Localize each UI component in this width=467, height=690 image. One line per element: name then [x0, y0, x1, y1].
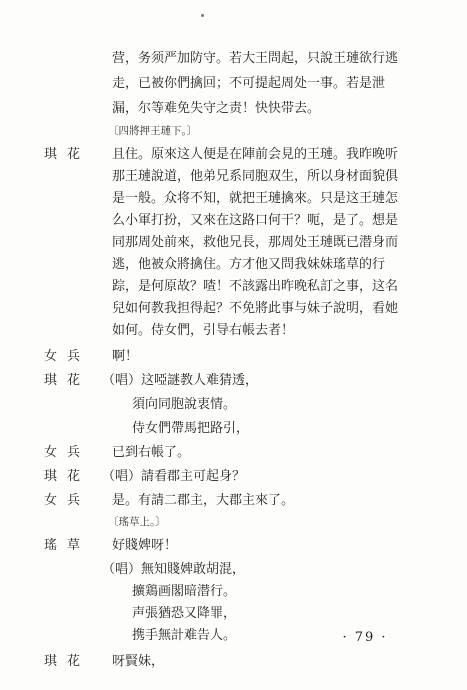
- dialogue-line: [0, 369, 467, 393]
- line-text: 声張猶恐又降罪，: [132, 606, 237, 621]
- verse-line: [0, 602, 467, 626]
- line-text: （唱）無知賤婢敢胡混，: [102, 562, 246, 577]
- stage-direction: [0, 510, 467, 534]
- dialogue-line: [0, 534, 467, 558]
- dialogue-line: [0, 650, 467, 674]
- dialogue-line: [0, 441, 467, 465]
- line-text: 走，已被你們擒回；不可提起周处一事。若是泄: [112, 76, 386, 91]
- dialogue-line: [0, 165, 467, 189]
- stage-direction-text: 〔瑤草上。〕: [108, 516, 166, 528]
- dialogue-line: [0, 319, 467, 343]
- dialogue-line: [0, 47, 467, 71]
- dialogue-line: [0, 253, 467, 277]
- dialogue-line: [0, 345, 467, 369]
- verse-line: [0, 417, 467, 441]
- line-text: 同那周处前來，救他兄長，那周处王璉既已潜身而: [112, 235, 399, 250]
- verse-line: [0, 580, 467, 604]
- dialogue-line: [0, 97, 467, 121]
- speaker-name: 女兵: [44, 445, 91, 460]
- page-number: · 79 ·: [342, 630, 388, 645]
- line-text: 兒如何教我担得起？不免將此事与妹子說明，看她: [112, 301, 399, 316]
- line-text: 呀賢妹，: [112, 654, 165, 669]
- speaker-name: 琪花: [44, 147, 91, 162]
- dialogue-line: [0, 72, 467, 96]
- dialogue-line: [0, 143, 467, 167]
- line-text: 营，务须严加防守。若大王問起，只說王璉欲行逃: [112, 51, 399, 66]
- line-text: 踪，是何原故？喳！不該露出昨晚私訂之事，这名: [112, 279, 399, 294]
- line-text: 啊！: [112, 349, 139, 364]
- verse-line: [0, 393, 467, 417]
- line-text: 携手無計难告人。: [132, 628, 237, 643]
- speaker-name: 女兵: [44, 349, 91, 364]
- line-text: 擴鶏画閣暗潜行。: [132, 584, 237, 599]
- line-text: 逃，他被众將擒住。方才他又問我妹妹瑤草的行: [112, 257, 386, 272]
- line-text: 是。有請二郡主，大郡主來了。: [112, 493, 295, 508]
- dialogue-line: [0, 465, 467, 489]
- line-text: 須向同胞說衷情。: [132, 397, 237, 412]
- speaker-name: 琪花: [44, 654, 91, 669]
- line-text: 已到右帳了。: [112, 445, 191, 460]
- line-text: 么小軍打扮，又來在这路口何干？呃，是了。想是: [112, 213, 399, 228]
- line-text: 那王璉說道，他弟兄系同胞双生，所以身材面貌俱: [112, 169, 399, 184]
- speaker-name: 女兵: [44, 493, 91, 508]
- line-text: 且住。原來这人便是在陣前会見的王璉。我昨晚听: [112, 147, 399, 162]
- line-text: （唱）請看郡主可起身？: [102, 469, 246, 484]
- dialogue-line: [0, 209, 467, 233]
- verse-line: [0, 558, 467, 582]
- page-top-mark: [201, 14, 204, 17]
- stage-direction-text: 〔四將押王璉下。〕: [108, 125, 198, 137]
- dialogue-line: [0, 297, 467, 321]
- dialogue-line: [0, 275, 467, 299]
- line-text: 好賤婢呀！: [112, 538, 178, 553]
- speaker-name: 琪花: [44, 469, 91, 484]
- line-text: 如何。侍女們，引导右帳去者！: [112, 323, 295, 338]
- dialogue-line: [0, 187, 467, 211]
- speaker-name: 琪花: [44, 373, 91, 388]
- stage-direction: [0, 119, 467, 143]
- line-text: 是一般。众将不知，就把王璉擒來。只是这王璉怎: [112, 191, 399, 206]
- line-text: 侍女們帶馬把路引，: [132, 421, 250, 436]
- speaker-name: 瑤草: [44, 538, 91, 553]
- line-text: （唱）这啞謎教人难猜透，: [102, 373, 259, 388]
- dialogue-line: [0, 231, 467, 255]
- line-text: 漏，尔等难免失守之责！快快带去。: [112, 101, 321, 116]
